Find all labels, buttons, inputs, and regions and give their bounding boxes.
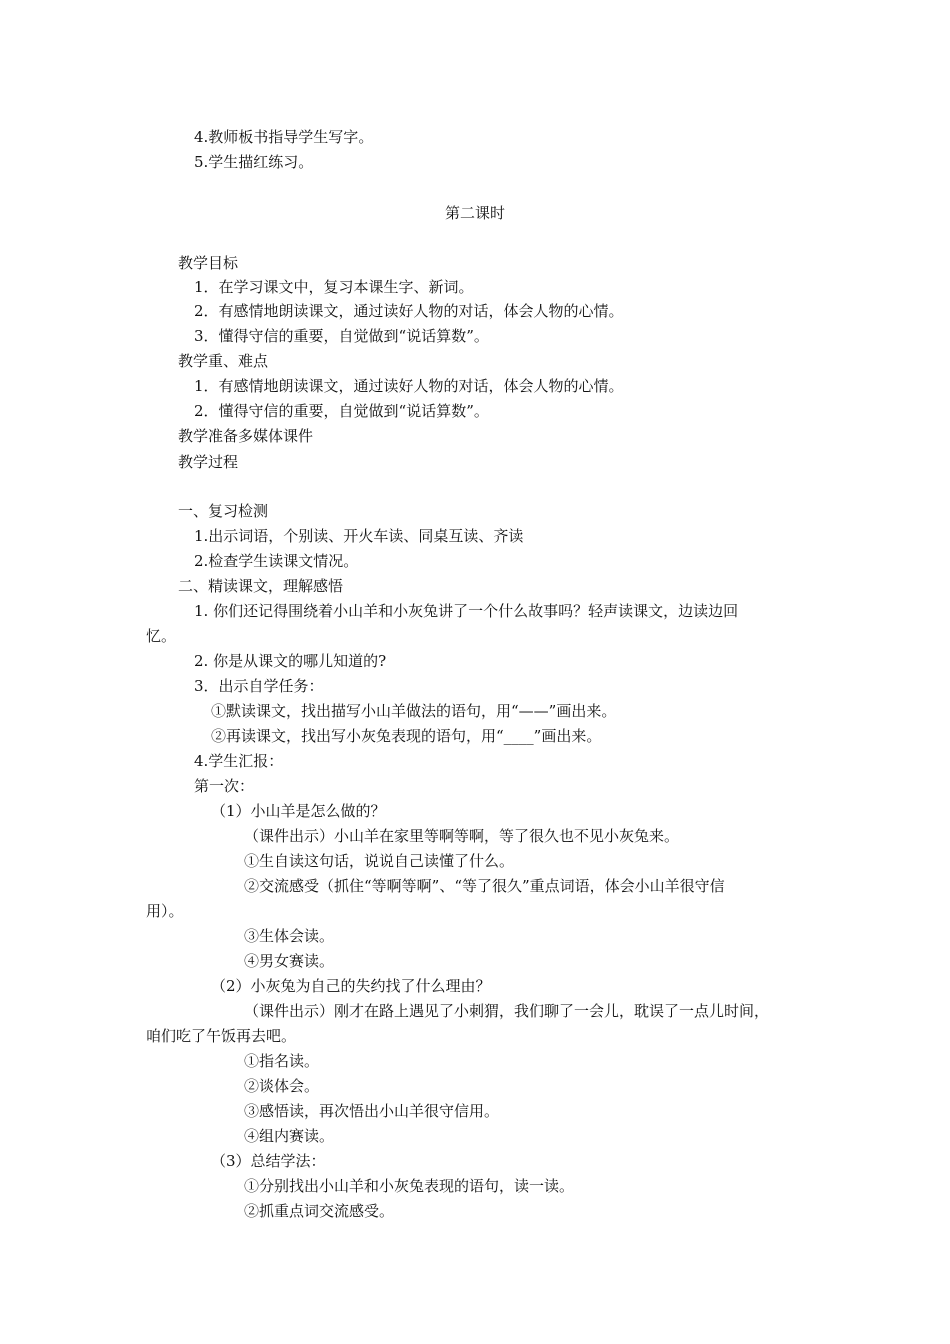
text-line: （1）小山羊是怎么做的？	[211, 802, 386, 820]
text-line: ①分别找出小山羊和小灰兔表现的语句，读一读。	[244, 1177, 575, 1195]
text-line: 用）。	[146, 902, 184, 920]
text-line: 1. 你们还记得围绕着小山羊和小灰兔讲了一个什么故事吗？轻声读课文，边读边回	[194, 602, 739, 620]
text-line: 2.检查学生读课文情况。	[194, 552, 359, 570]
text-line: 2．懂得守信的重要，自觉做到“说话算数”。	[194, 402, 489, 420]
text-line: 1.出示词语，个别读、开火车读、同桌互读、齐读	[194, 527, 524, 545]
text-line: 忆。	[146, 627, 177, 645]
section-title: 第二课时	[444, 204, 505, 222]
heading: 一、复习检测	[178, 502, 269, 520]
heading: 教学重、难点	[178, 352, 269, 370]
text-line: ③生体会读。	[244, 927, 335, 945]
text-line: ①生自读这句话，说说自己读懂了什么。	[244, 852, 515, 870]
text-line: ②再读课文，找出写小灰兔表现的语句，用“____”画出来。	[211, 727, 602, 745]
text-line: 1．在学习课文中，复习本课生字、新词。	[194, 278, 474, 296]
text-line: 4.教师板书指导学生写字。	[194, 128, 374, 146]
heading: 教学目标	[178, 254, 239, 272]
text-line: 1．有感情地朗读课文，通过读好人物的对话，体会人物的心情。	[194, 377, 624, 395]
text-line: ④男女赛读。	[244, 952, 335, 970]
text-line: （课件出示）刚才在路上遇见了小刺猬，我们聊了一会儿，耽误了一点儿时间，	[244, 1002, 770, 1020]
text-line: 第一次：	[194, 777, 255, 795]
text-line: ④组内赛读。	[244, 1127, 335, 1145]
text-line: ①默读课文，找出描写小山羊做法的语句，用“——”画出来。	[211, 702, 617, 720]
text-line: ①指名读。	[244, 1052, 320, 1070]
text-line: （2）小灰兔为自己的失约找了什么理由？	[211, 977, 491, 995]
heading: 教学准备多媒体课件	[178, 427, 314, 445]
text-line: 咱们吃了午饭再去吧。	[146, 1027, 297, 1045]
text-line: （3）总结学法：	[211, 1152, 326, 1170]
text-line: 2. 你是从课文的哪儿知道的?	[194, 652, 387, 670]
text-line: 3．懂得守信的重要，自觉做到“说话算数”。	[194, 327, 489, 345]
text-line: ②交流感受（抓住“等啊等啊”、“等了很久”重点词语，体会小山羊很守信	[244, 877, 725, 895]
text-line: 5.学生描红练习。	[194, 153, 314, 171]
text-line: 4.学生汇报：	[194, 752, 284, 770]
heading: 教学过程	[178, 453, 239, 471]
text-line: ③感悟读，再次悟出小山羊很守信用。	[244, 1102, 500, 1120]
text-line: （课件出示）小山羊在家里等啊等啊，等了很久也不见小灰兔来。	[244, 827, 680, 845]
text-line: ②抓重点词交流感受。	[244, 1202, 395, 1220]
text-line: 2．有感情地朗读课文，通过读好人物的对话，体会人物的心情。	[194, 302, 624, 320]
heading: 二、精读课文，理解感悟	[178, 577, 344, 595]
text-line: ②谈体会。	[244, 1077, 320, 1095]
text-line: 3．出示自学任务：	[194, 677, 324, 695]
